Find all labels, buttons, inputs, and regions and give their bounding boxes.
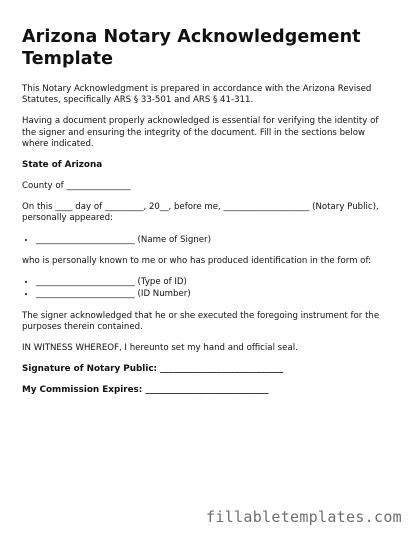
- intro-paragraph: This Notary Acknowledgment is prepared in accordance with the Arizona Revised Statutes, specifically ARS § 33-501 and ARS § 41-311.: [22, 84, 372, 106]
- id-number-item: • _______________________ (ID Number): [36, 289, 394, 301]
- id-type-item: • _______________________ (Type of ID): [36, 277, 394, 289]
- witness-line: IN WITNESS WHEREOF, I hereunto set my hand and official seal.: [22, 343, 298, 354]
- state-heading: State of Arizona: [22, 160, 103, 171]
- footer-brand: fillabletemplates.com: [206, 508, 402, 526]
- date-line: On this ____ day of _________, 20__, before me, ____________________ (Notary Public), personally appeared:: [22, 202, 379, 224]
- document-title: Arizona Notary Acknowledgement Template: [22, 27, 361, 69]
- id-list: [22, 277, 394, 300]
- signer-name-item: • _______________________ (Name of Signer): [36, 235, 394, 247]
- commission-expires-line: My Commission Expires: ____________________________: [22, 385, 269, 396]
- signer-list: [22, 235, 394, 247]
- purpose-paragraph: Having a document properly acknowledged is essential for verifying the identity of the signer and ensuring the integrity of the document. Fill in the sections below where indicated.: [22, 116, 379, 149]
- county-line: County of _______________: [22, 181, 131, 192]
- acknowledgement-statement: The signer acknowledged that he or she executed the foregoing instrument for the purposes therein contained.: [22, 310, 380, 332]
- notary-signature-line: Signature of Notary Public: ____________________________: [22, 364, 284, 375]
- document-body: [22, 26, 394, 406]
- id-intro-line: who is personally known to me or who has produced identification in the form of:: [22, 256, 372, 267]
